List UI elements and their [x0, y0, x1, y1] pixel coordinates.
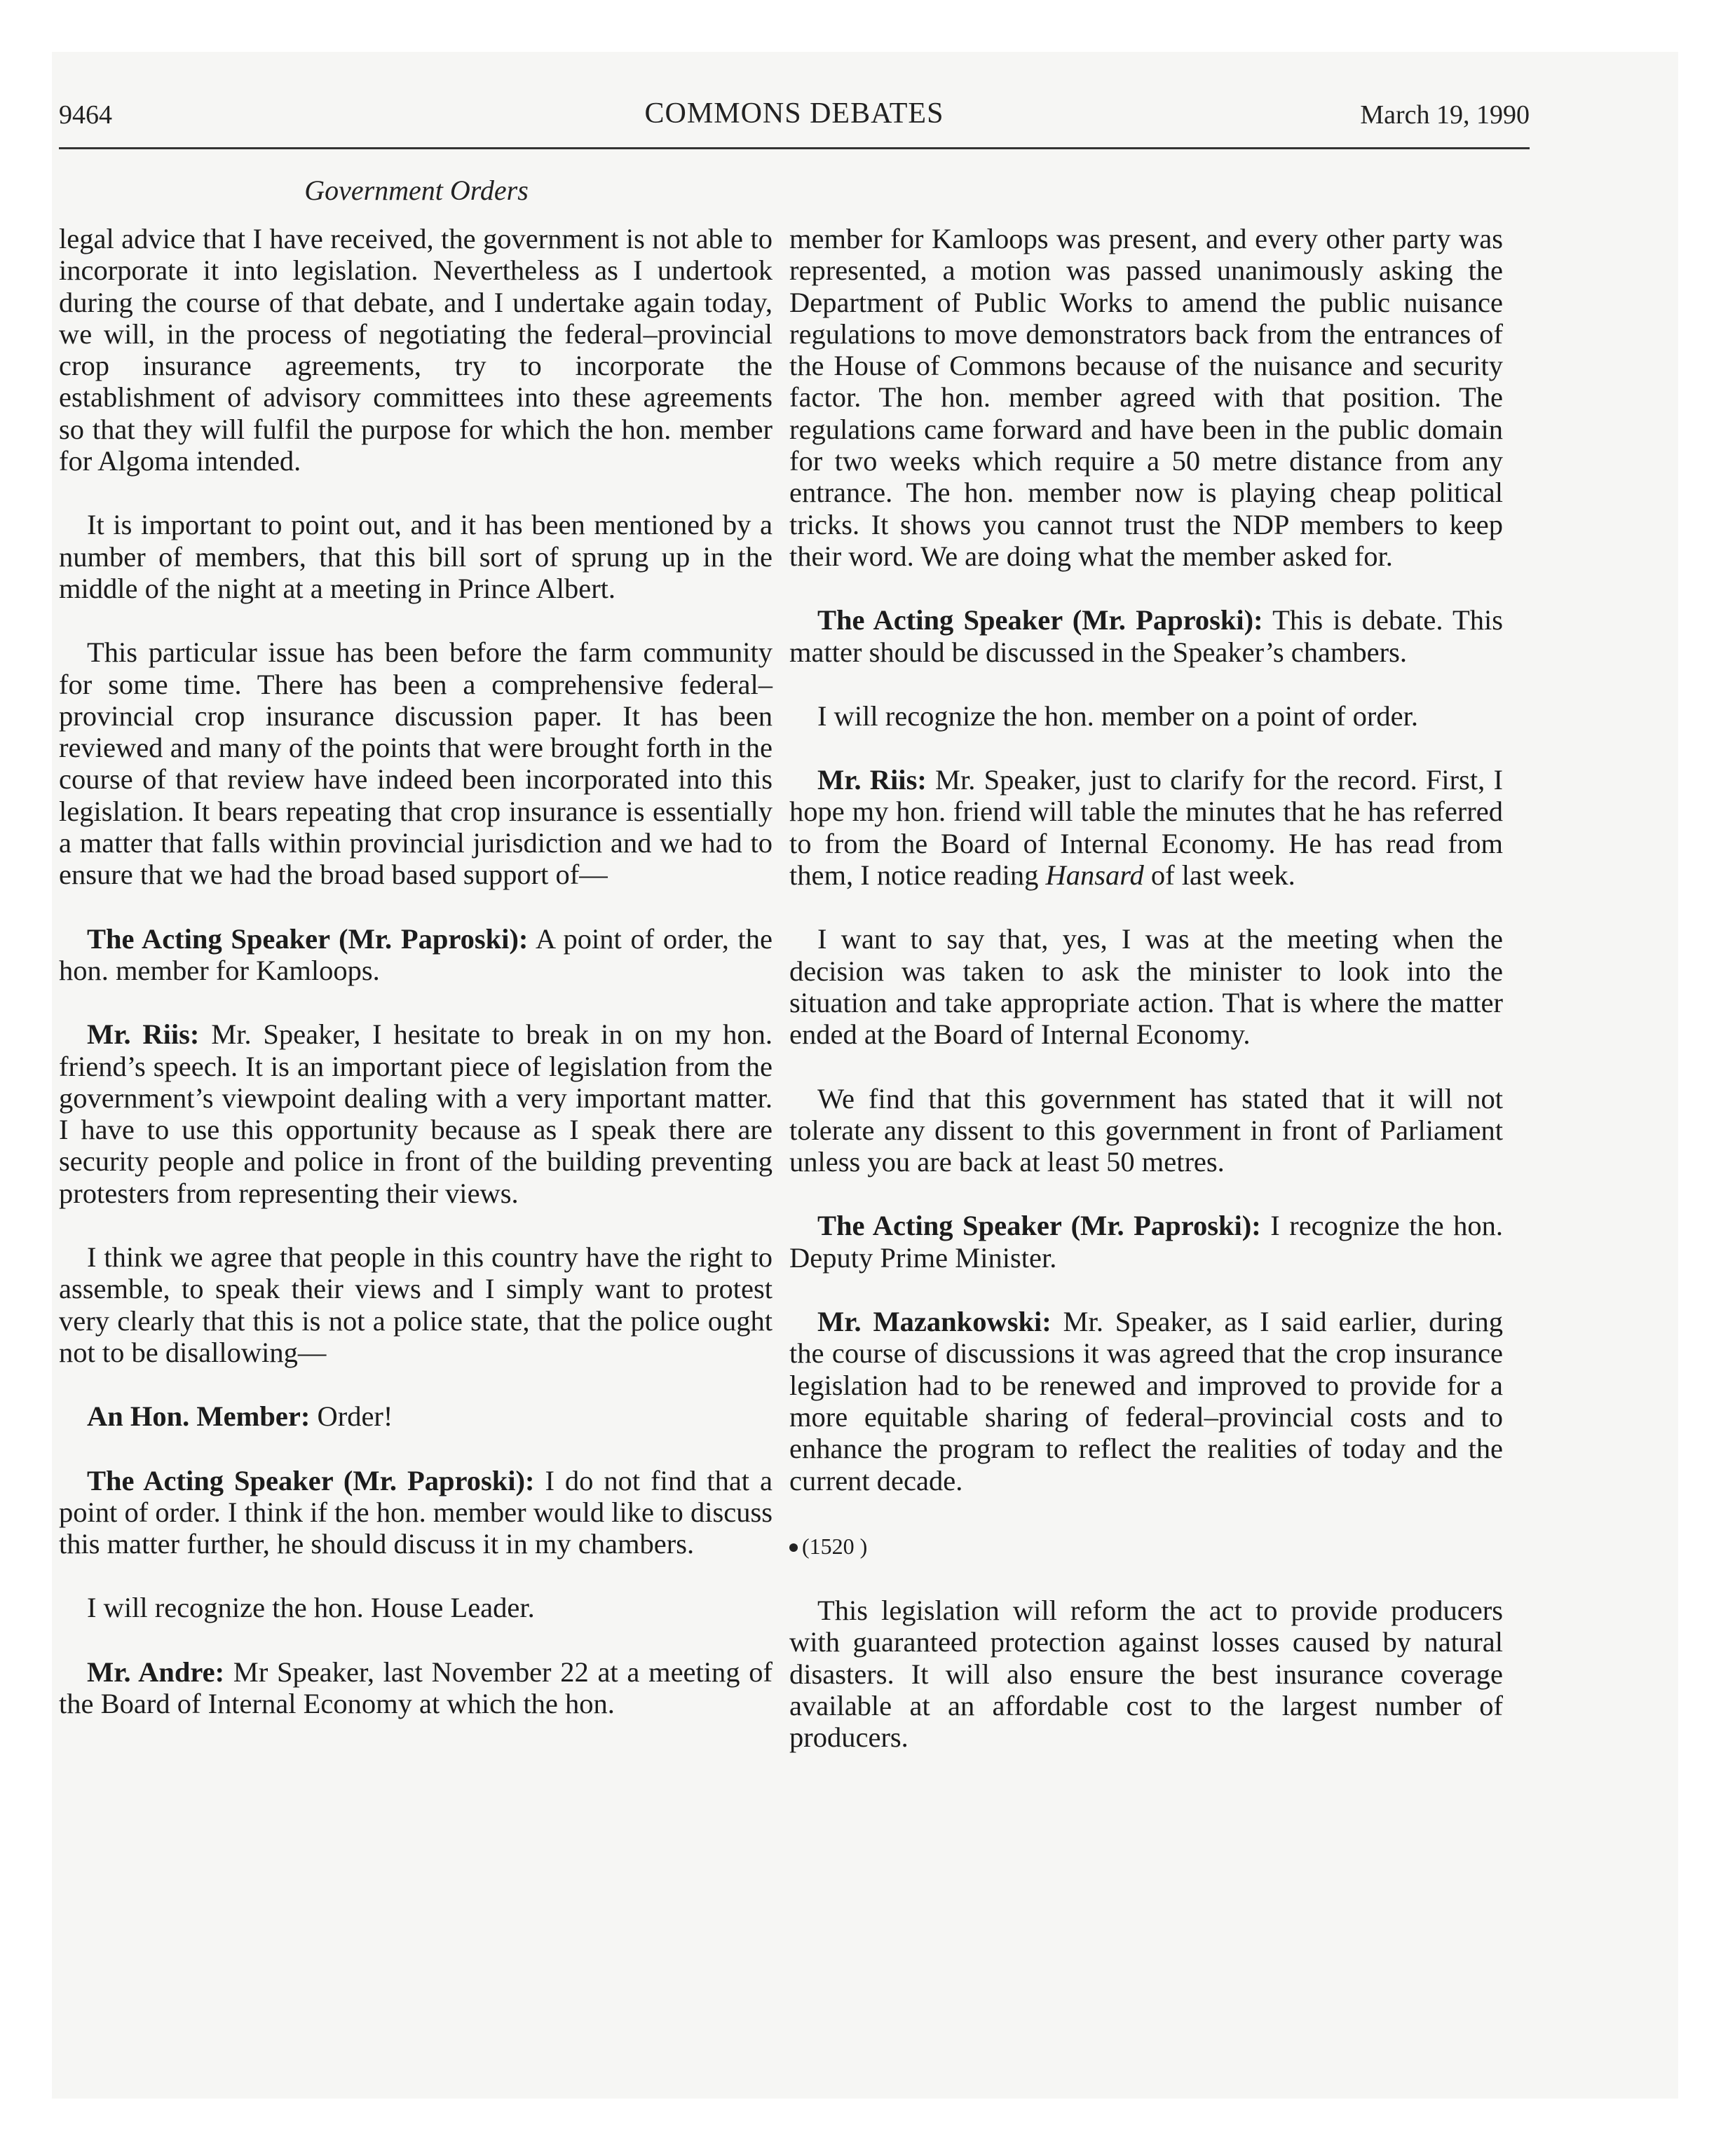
publication-title: COMMONS DEBATES [644, 97, 944, 130]
paragraph: I think we agree that people in this country have the right to assemble, to speak their views and I simply want to protest very clearly that this is not a police state, that the police ought not to be disallowing— [59, 1241, 773, 1368]
speech-text: of last week. [1143, 859, 1295, 892]
speech-text: I recognize the hon. Deputy Prime Minister. [789, 1210, 1503, 1274]
speaker-name: An Hon. Member: [87, 1400, 311, 1433]
speaker-name: Mr. Mazankowski: [817, 1306, 1052, 1338]
speaker-name: The Acting Speaker (Mr. Paproski): [87, 1464, 535, 1496]
speech-paragraph [59, 1656, 773, 1720]
speech-paragraph [789, 764, 1503, 891]
speech-paragraph [59, 1018, 773, 1209]
header-rule [59, 147, 1530, 149]
bullet-icon [789, 1543, 798, 1552]
page-number: 9464 [59, 100, 112, 130]
speaker-name: The Acting Speaker (Mr. Paproski): [817, 604, 1263, 636]
timestamp [789, 1529, 1503, 1562]
paragraph: I will recognize the hon. House Leader. [87, 1592, 535, 1624]
paragraph: I want to say that, yes, I was at the meeting when the decision was taken to ask the minister to look into the situation and take appropriate action. That is where the matter ended at the Board of Internal Economy. [789, 923, 1503, 1051]
speech-paragraph [59, 1465, 773, 1560]
speech-paragraph [59, 923, 773, 987]
speaker-name: The Acting Speaker (Mr. Paproski): [87, 922, 529, 955]
page-header [59, 97, 1530, 140]
speech-paragraph [789, 1306, 1503, 1496]
speaker-name: The Acting Speaker (Mr. Paproski): [817, 1210, 1261, 1242]
hansard-reference: Hansard [1045, 859, 1144, 892]
header-date: March 19, 1990 [1360, 100, 1530, 130]
section-title: Government Orders [304, 175, 529, 206]
paragraph: It is important to point out, and it has been mentioned by a number of members, that this bill sort of sprung up in the middle of the night at a meeting in Prince Albert. [59, 509, 773, 604]
timestamp-text: (1520 ) [802, 1533, 868, 1559]
speech-paragraph [789, 1210, 1503, 1274]
speech-text: Mr. Speaker, I hesitate to break in on my hon. friend’s speech. It is an important piece of legislation from the government’s viewpoint dealing with a very important matter. I have to use this opportunity because as I speak there are security people and police in front of the building preventing protesters from representing their views. [59, 1018, 773, 1209]
speech-text: A point of order, the hon. member for Kamloops. [59, 922, 773, 986]
speech-text: Mr. Speaker, as I said earlier, during the course of discussions it was agreed that the crop insurance legislation had to be renewed and improved to provide for a more equitable sharing of federal–provincial costs and to enhance the program to reflect the realities of today and the current decade. [789, 1306, 1503, 1496]
speech-text: This is debate. This matter should be discussed in the Speaker’s chambers. [789, 604, 1503, 668]
speech-paragraph [59, 1400, 773, 1432]
speaker-name: Mr. Riis: [817, 764, 927, 796]
paragraph: I will recognize the hon. member on a point of order. [817, 700, 1418, 732]
paragraph: member for Kamloops was present, and every other party was represented, a motion was passed unanimously asking the Department of Public Works to amend the public nuisance regulations to move demonstrators back from the entrances of the House of Commons because of the nuisance and security factor. The hon. member agreed with that position. The regulations came forward and have been in the public domain for two weeks which require a 50 metre distance from any entrance. The hon. member now is playing cheap political tricks. It shows you cannot trust the NDP members to keep their word. We are doing what the member asked for. [789, 223, 1503, 572]
paragraph: We find that this government has stated that it will not tolerate any dissent to this government in front of Parliament unless you are back at least 50 metres. [789, 1082, 1503, 1178]
left-column [59, 223, 773, 1752]
speech-text: Mr Speaker, last November 22 at a meeting of the Board of Internal Economy at which the hon. [59, 1656, 773, 1719]
speech-paragraph [789, 604, 1503, 668]
speech-text: Mr. Speaker, just to clarify for the record. First, I hope my hon. friend will table the minutes that he has referred to from the Board of Internal Economy. He has read from them, I notice reading [789, 764, 1503, 892]
paragraph: This legislation will reform the act to provide producers with guaranteed protection against losses caused by natural disasters. It will also ensure the best insurance coverage available at an affordable cost to the largest number of producers. [789, 1595, 1503, 1754]
speaker-name: Mr. Riis: [87, 1018, 200, 1051]
speech-text: I do not find that a point of order. I think if the hon. member would like to discuss this matter further, he should discuss it in my chambers. [59, 1464, 773, 1560]
speech-text: Order! [310, 1400, 393, 1433]
right-column [789, 223, 1503, 1786]
paragraph: legal advice that I have received, the government is not able to incorporate it into legislation. Nevertheless as I undertook during the course of that debate, and I undertake again today, we will, in the process of negotiating the federal–provincial crop insurance agreements, try to incorporate the establishment of advisory committees into these agreements so that they will fulfil the purpose for which the hon. member for Algoma intended. [59, 223, 773, 477]
paragraph: This particular issue has been before the farm community for some time. There has been a comprehensive federal–provincial crop insurance discussion paper. It has been reviewed and many of the points that were brought forth in the course of that review have indeed been incorporated into this legislation. It bears repeating that crop insurance is essentially a matter that falls within provincial jurisdiction and we had to ensure that we had the broad based support of— [59, 636, 773, 891]
speaker-name: Mr. Andre: [87, 1656, 225, 1688]
